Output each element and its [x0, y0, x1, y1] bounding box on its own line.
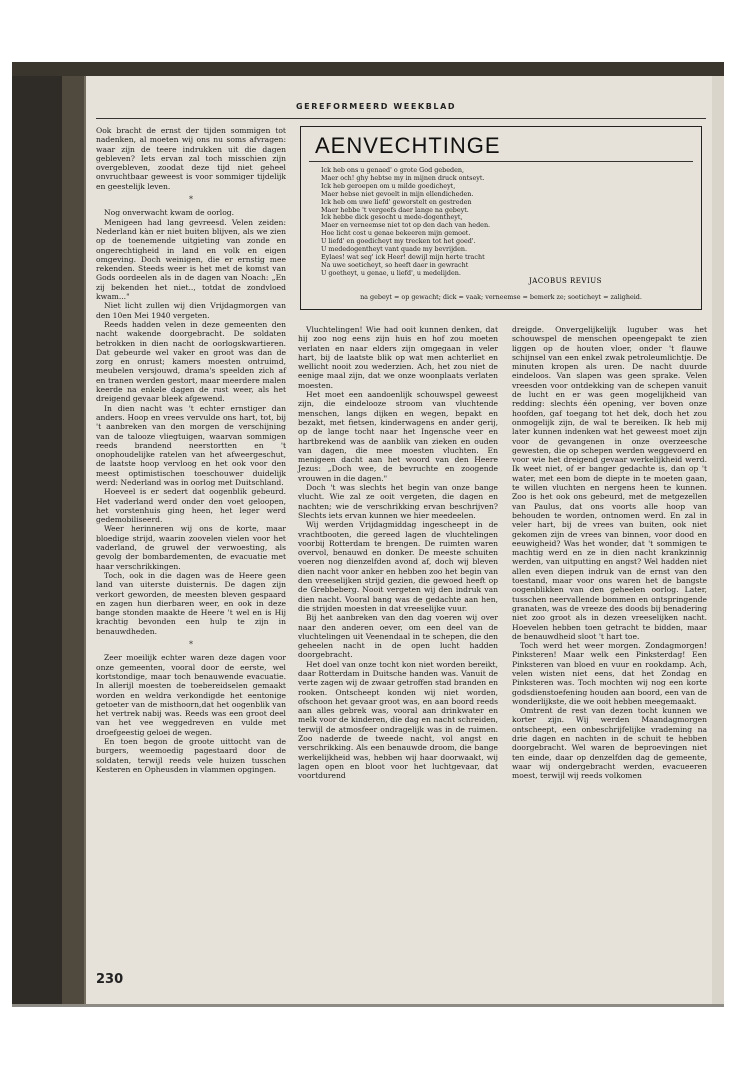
poem-divider — [309, 161, 693, 162]
paragraph: Niet licht zullen wij dien Vrijdagmorgen van den 10en Mei 1940 vergeten. — [96, 301, 286, 320]
column-left — [96, 126, 286, 774]
column-right — [512, 325, 707, 781]
poem-line: Maer hebse niet gevoelt in mijn ellendicheden. — [321, 189, 474, 198]
paragraph: dreigde. Onvergelijkelijk luguber was het schouwspel de menschen opeengepakt te zien liggen op de houten vloer, onder 't flauwe schijnsel van een enkel zwak petroleumlichtje. De minuten kropen als uren. De nacht duurde eindeloos. Van slapen was geen sprake. Velen vreesden voor ontdekking van de schepen vanuit de lucht en er was geen mogelijkheid van redding: slechts één opening, ver boven onze hoofden, gaf toegang tot het dek, doch het zou onmogelijk zijn, de wal te bereiken. Ik heb mij later kunnen indenken wat het geweest moet zijn voor de gevangenen in onze overzeesche gewesten, die op schepen werden weggevoerd en voor wie het dreigend gevaar werkelijkheid werd. Ik weet niet, of er banger gedachte is, dan op 't water, met een bom de diepte in te moeten gaan, te willen vluchten en nergens heen te kunnen. Zoo is het ook ons gebeurd, met de metgezellen van Paulus, dat ons voorts alle hoop van behouden te worden, ontnomen werd. En zal in veler hart, bij de vrees van buiten, ook niet gekomen zijn de vrees van binnen, voor dood en eeuwigheid? Was het wonder, dat 't sommigen te machtig werd en ze in dien nacht krankzinnig werden, van uitputting en angst? Wel hadden niet allen even diepen indruk van de ernst van den toestand, maar voor ons waren het de bangste oogenblikken van den geheelen oorlog. Later, tusschen neervallende bommen en ontspringende granaten, was de vreeze des doods bij benadering niet zoo groot als in dezen vreeselijken nacht. Hoevelen hebben toen getracht te bidden, maar de benauwdheid sloot 't hart toe. — [512, 325, 707, 641]
bottom-edge — [12, 1004, 724, 1007]
paragraph: Toch werd het weer morgen. Zondagmorgen! Pinksteren! Maar welk een Pinksterdag! Een Pinksteren van bloed en vuur en rookdamp. Ach, velen wisten niet eens, dat het Zondag en Pinksteren was. Toch mochten wij nog een korte godsdienstoefening houden aan boord, een van de wonderlijkste, die we ooit hebben meegemaakt. — [512, 641, 707, 706]
paragraph: In dien nacht was 't echter ernstiger dan anders. Hoop en vrees vervulde ons hart, tot, bij 't aanbreken van den morgen de verschijning van de talooze vliegtuigen, waarvan sommigen reeds brandend neerstortten en 't onophoudelijke ratelen van het afweergeschut, de laatste hoop vervloog en het ook voor den meest optimistischen toeschouwer duidelijk werd: Nederland was in oorlog met Duitschland. — [96, 403, 286, 487]
poem-body — [321, 167, 691, 278]
poem-line: Ick heb ons u genaed' o grote God gebeden, — [321, 166, 465, 174]
binding-shadow — [62, 62, 88, 1007]
top-edge — [12, 62, 724, 76]
paragraph: Menigeen had lang gevreesd. Velen zeiden: Nederland kàn er niet buiten blijven, als we zien op de toenemende uitgieting van zonde en ongerechtigheid in land en volk en eigen omgeving. Doch weinigen, die er ernstig mee rekenden. Steeds weer is het met de komst van Gods oordeelen als in de dagen van Noach: „En zij bekenden het niet.., totdat de zondvloed kwam..." — [96, 217, 286, 302]
running-title: GEREFORMEERD WEEKBLAD — [296, 102, 457, 111]
poem-line: Eylaes! wat seg' ick Heer! dewijl mijn herte tracht — [321, 252, 485, 261]
poem-line: Maer hebbe 't vergeefs daer lange na gebeyt. — [321, 205, 469, 214]
poem-line: Hoe licht cost u genae bekeeren mijn gemoet. — [321, 229, 471, 238]
poem-line: Maer en verneemse niet tot op den dach van heden. — [321, 221, 491, 230]
paragraph: Het doel van onze tocht kon niet worden bereikt, daar Rotterdam in Duitsche handen was. Vanuit de verte zagen wij de zwaar getroffen stad branden en rooken. Ontscheept konden wij niet worden, ofschoon het gevaar groot was, en aan boord reeds aan alles gebrek was, vooral aan drinkwater en melk voor de kinderen, die dag en nacht schreiden, terwijl de atmosfeer ondragelijk was in de ruimen. Zoo naderde de tweede nacht, vol angst en verschrikking. Als een benauwde droom, die bange werkelijkheid was, hebben wij haar doorwaakt, wij lagen open en bloot voor het luchtgevaar, dat voortdurend — [298, 659, 498, 781]
poem-line: Maer och! ghy hebtse my in mijnen druck ontseyt. — [321, 173, 485, 182]
poem-box — [300, 126, 702, 310]
paragraph: Nog onverwacht kwam de oorlog. — [104, 208, 235, 218]
poem-line: U goetheyt, u genae, u liefd', u medelijden. — [321, 268, 461, 277]
paragraph: Reeds hadden velen in deze gemeenten den nacht wakende doorgebracht. De soldaten betrokken in dien nacht de oorlogskwartieren. Dat gebeurde wel vaker en groot was dan de zorg en onrust; kamers moesten ontruimd, meubelen versjouwd, drama's speelden zich af en tranen werden gestort, maar meerdere malen keerde na enkele dagen de rust weer, als het dreigend gevaar bleek afgewend. — [96, 319, 286, 404]
paragraph: Vluchtelingen! Wie had ooit kunnen denken, dat hij zoo nog eens zijn huis en hof zou moeten verlaten en naar elders zijn omgegaan in veler hart, bij de laatste blik op wat men achterliet en wellicht nooit zou wederzien. Ach, het zou niet de eenige maal zijn, dat we onze woonplaats verlaten moesten. — [298, 325, 498, 390]
poem-line: U mededogentheyt vant quade my bevrijden. — [321, 245, 468, 254]
paragraph: Zeer moeilijk echter waren deze dagen voor onze gemeenten, vooral door de eerste, wel kortstondige, maar toch benauwende evacuatie. In allerijl moesten de toebereidselen gemaakt worden en weldra verkondigde het eentonige getoeter van de misthoorn,dat het oogenblik van het vertrek nabij was. Reeds was een groot deel van het vee weggedreven en vulde met droefgeestig geloei de wegen. — [96, 653, 286, 737]
paragraph: Toch, ook in die dagen was de Heere geen land van uiterste duisternis. De dagen zijn verkort geworden, de meesten bleven gespaard en zagen hun dierbaren weer, en ook in deze bange stonden maakte de Heere 't wel en is Hij krachtig bevonden een hulp te zijn in benauwdheden. — [96, 570, 286, 636]
paragraph: Wij werden Vrijdagmiddag ingescheept in de vrachtbooten, die gereed lagen de vluchtelingen voorbij Rotterdam te brengen. De ruimten waren overvol, benauwd en donker. De meeste schuiten voeren nog dienzelfden avond af, doch wij bleven dien nacht voor anker en hebben zoo het begin van den vreeselijken strijd gezien, die gewoed heeft op de Grebbeberg. Nooit vergeten wij den indruk van dien nacht. Vooral bang was de gedachte aan hen, die strijden moesten in dat vreeselijke vuur. — [298, 520, 498, 613]
poem-line: Na uwe soeticheyt, so heeft daer in gewracht — [321, 260, 469, 269]
poem-author: JACOBUS REVIUS — [529, 277, 602, 285]
poem-glossary: na gebeyt = op gewacht; dick = vaak; verneemse = bemerk ze; soeticheyt = zaligheid. — [360, 293, 642, 301]
paragraph: Bij het aanbreken van den dag voeren wij over naar den anderen oever, om een deel van de vluchtelingen uit Veenendaal in te schepen, die den geheelen nacht in de open lucht hadden doorgebracht. — [298, 613, 498, 660]
poem-title: AENVECHTINGE — [315, 133, 501, 158]
paragraph: Ook bracht de ernst der tijden sommigen tot nadenken, al moeten wij ons nu soms afvragen: waar zijn de teere indrukken uit die dagen gebleven? Iets ervan zal toch misschien zijn overgebleven, zoodat deze tijd niet geheel onvruchtbaar geweest is voor sommiger tijdelijk en geestelijk leven. — [96, 126, 286, 191]
poem-line: Ick hebbe dick gesocht u mede-dogentheyt, — [321, 213, 463, 222]
paragraph: En toen begon de groote uittocht van de burgers, weemoedig pagestaard door de soldaten, terwijl reeds vele huizen tusschen Kesteren en Opheusden in vlammen opgingen. — [96, 737, 286, 774]
running-header — [96, 104, 706, 119]
poem-line: Ick heb om uwe liefd' geworstelt en gestreden — [321, 197, 472, 206]
paragraph: Hoeveel is er sedert dat oogenblik gebeurd. Het vaderland werd onder den voet geloopen, het vorstenhuis ging heen, het leger werd gedemobiliseerd. — [96, 487, 286, 525]
poem-line: Ick heb geroepen om u milde goedicheyt, — [321, 181, 456, 190]
section-divider: * — [189, 640, 193, 650]
paragraph: Omtrent de rest van dezen tocht kunnen we korter zijn. Wij werden Maandagmorgen ontscheept, een onbeschrijfelijke vrademing na drie dagen en nachten in de schuit te hebben doorgebracht. Wel waren de beproevingen niet ten einde, daar op denzelfden dag de gemeente, waar wij ondergebracht werden, evacueeren moest, terwijl wij reeds volkomen — [512, 706, 707, 781]
page-number: 230 — [96, 972, 124, 987]
paragraph: Doch 't was slechts het begin van onze bange vlucht. Wie zal ze ooit vergeten, die dagen en nachten; wie de verschrikking ervan beschrijven? Slechts iets ervan kunnen we hier meedeelen. — [298, 483, 498, 520]
section-divider: * — [189, 195, 193, 205]
column-middle — [298, 325, 498, 781]
poem-line: U liefd' en goedicheyt my trecken tot het goed'. — [321, 237, 476, 246]
paragraph: Weer herinneren wij ons de korte, maar bloedige strijd, waarin zoovelen vielen voor het vaderland, de gruwel der verwoesting, als gevolg der bombardementen, de evacuatie met haar verschrikkingen. — [96, 524, 286, 571]
paragraph: Het moet een aandoenlijk schouwspel geweest zijn, die eindelooze stroom van vluchtende menschen, langs dijken en wegen, bepakt en bezakt, met fietsen, kinderwagens en ander gerij, op de lange tocht naar het Ingensche veer en hartbrekend was de aanblik van zieken en ouden van dagen, die mee moesten vluchten. En menigeen dacht aan het woord van den Heere Jezus: „Doch wee, de bevruchte en zoogende vrouwen in die dagen." — [298, 390, 498, 483]
